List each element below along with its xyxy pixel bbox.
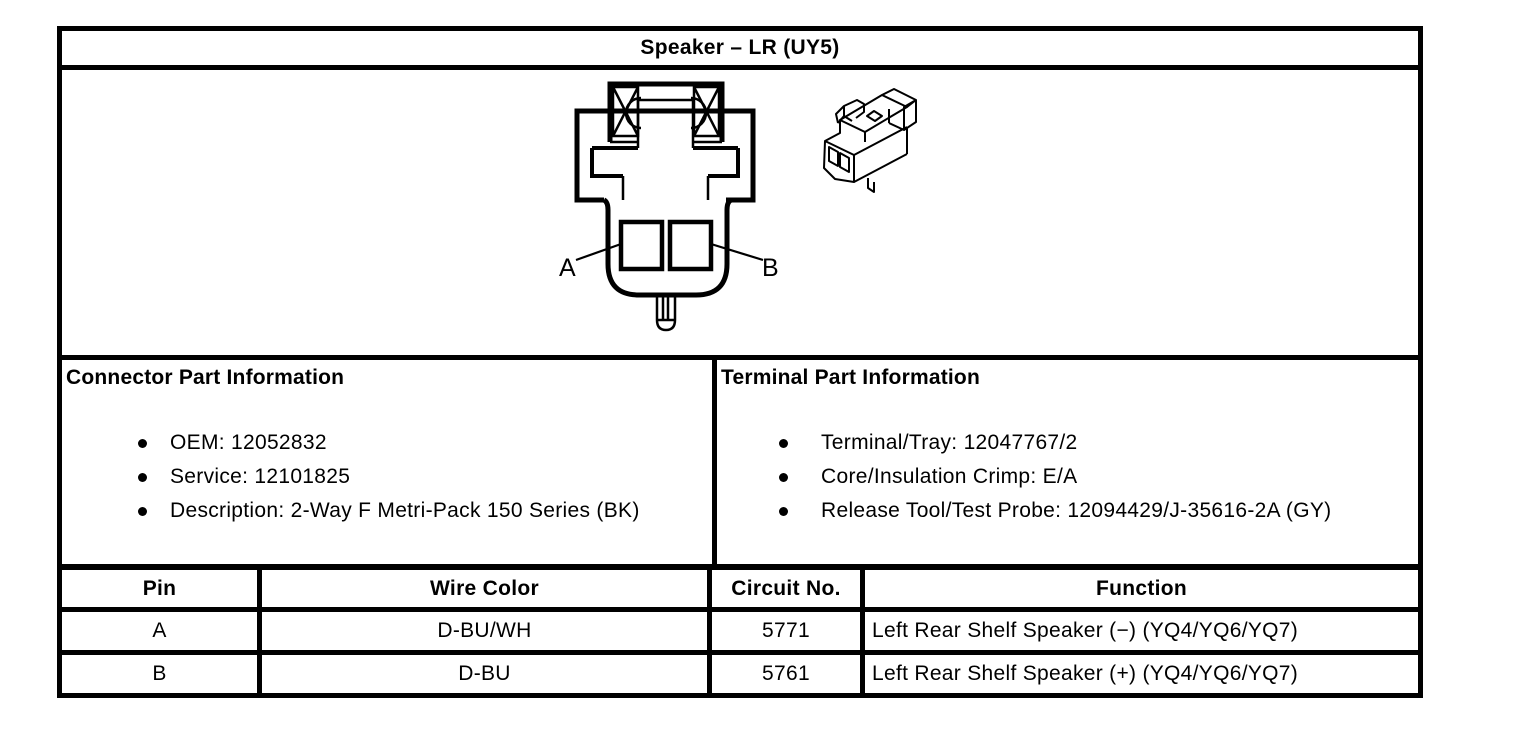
header-cell-function: Function — [1095, 576, 1188, 600]
wire-color-cell: D-BU — [262, 650, 712, 693]
wire-color-cell: D-BU/WH — [262, 607, 712, 650]
pin-label-b: B — [762, 254, 779, 282]
connector-info-heading: Connector Part Information — [66, 366, 345, 389]
pin-cell: B — [62, 650, 262, 693]
function-cell: Left Rear Shelf Speaker (−) (YQ4/YQ6/YQ7) — [865, 607, 1418, 650]
info-item: Terminal/Tray: 12047767/2 — [717, 426, 1418, 460]
part-information-row — [62, 360, 1418, 570]
function-cell: Left Rear Shelf Speaker (+) (YQ4/YQ6/YQ7) — [865, 650, 1418, 693]
info-item: Description: 2-Way F Metri-Pack 150 Series (BK) — [62, 494, 712, 528]
pin-label-a: A — [559, 254, 576, 282]
terminal-info-list — [717, 426, 1418, 528]
connector-front-view-diagram — [555, 78, 795, 338]
terminal-part-information-section — [717, 360, 1418, 564]
pin-table — [62, 570, 1418, 693]
page-title: Speaker – LR (UY5) — [640, 36, 840, 59]
title-bar — [62, 31, 1418, 70]
connector-info-sheet — [57, 26, 1423, 698]
info-item: OEM: 12052832 — [62, 426, 712, 460]
connector-info-list — [62, 426, 712, 528]
connector-part-information-section — [62, 360, 717, 564]
circuit-no-cell: 5761 — [712, 650, 865, 693]
circuit-no-cell: 5771 — [712, 607, 865, 650]
connector-iso-view-diagram — [810, 78, 940, 198]
pin-cell: A — [62, 607, 262, 650]
header-cell-pin: Pin — [62, 570, 262, 607]
info-item: Service: 12101825 — [62, 460, 712, 494]
info-item: Release Tool/Test Probe: 12094429/J-35616-2A (GY) — [717, 494, 1418, 528]
connector-diagram-area — [62, 70, 1418, 360]
info-item: Core/Insulation Crimp: E/A — [717, 460, 1418, 494]
terminal-info-heading: Terminal Part Information — [721, 366, 980, 389]
header-cell-wire-color: Wire Color — [262, 570, 712, 607]
header-cell-circuit-no: Circuit No. — [712, 570, 865, 607]
